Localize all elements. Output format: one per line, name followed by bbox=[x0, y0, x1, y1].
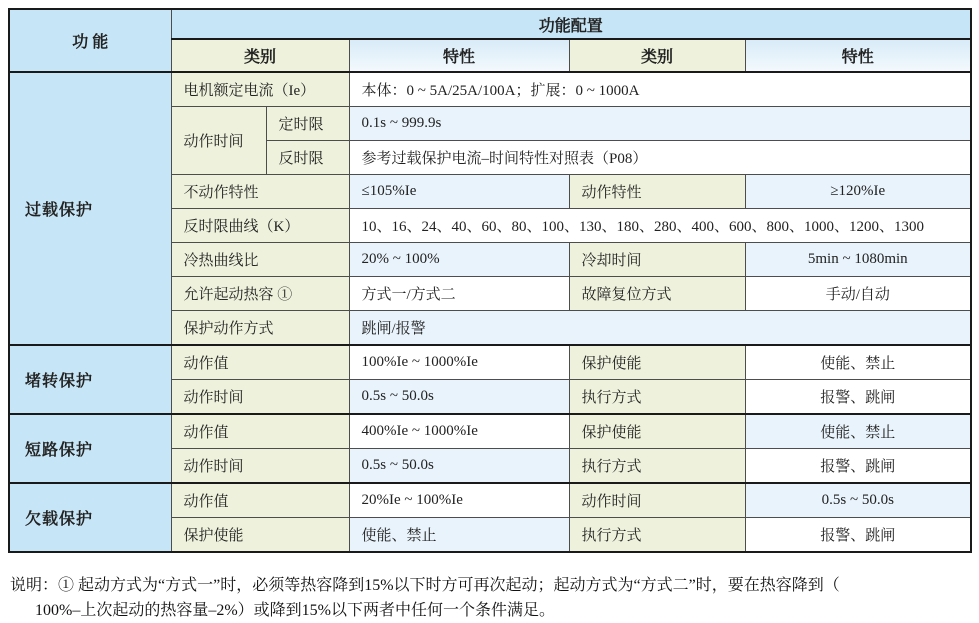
subheader-trait-1: 特性 bbox=[349, 39, 569, 72]
short-circuit-exec-mode-value: 报警、跳闸 bbox=[745, 449, 971, 484]
overload-fault-reset-label: 故障复位方式 bbox=[569, 277, 745, 311]
stall-protect-enable-value: 使能、禁止 bbox=[745, 345, 971, 380]
group-short-circuit-protection: 短路保护 bbox=[9, 414, 171, 483]
stall-action-time-value: 0.5s ~ 50.0s bbox=[349, 380, 569, 415]
stall-action-value-value: 100%Ie ~ 1000%Ie bbox=[349, 345, 569, 380]
group-underload-protection: 欠载保护 bbox=[9, 483, 171, 552]
group-overload-protection: 过载保护 bbox=[9, 72, 171, 345]
underload-exec-mode-label: 执行方式 bbox=[569, 518, 745, 553]
overload-definite-time-label: 定时限 bbox=[266, 107, 349, 141]
overload-definite-time-value: 0.1s ~ 999.9s bbox=[349, 107, 971, 141]
overload-start-heat-value: 方式一/方式二 bbox=[349, 277, 569, 311]
subheader-category-1: 类别 bbox=[171, 39, 349, 72]
overload-hot-cold-ratio-label: 冷热曲线比 bbox=[171, 243, 349, 277]
stall-action-time-label: 动作时间 bbox=[171, 380, 349, 415]
overload-inverse-time-value: 参考过载保护电流–时间特性对照表（P08） bbox=[349, 141, 971, 175]
overload-inverse-curve-label: 反时限曲线（K） bbox=[171, 209, 349, 243]
short-circuit-exec-mode-label: 执行方式 bbox=[569, 449, 745, 484]
overload-inverse-curve-value: 10、16、24、40、60、80、100、130、180、280、400、600、800、1000、1200、1300 bbox=[349, 209, 971, 243]
underload-action-value-value: 20%Ie ~ 100%Ie bbox=[349, 483, 569, 518]
subheader-category-2: 类别 bbox=[569, 39, 745, 72]
overload-action-value: ≥120%Ie bbox=[745, 175, 971, 209]
underload-protect-enable-value: 使能、禁止 bbox=[349, 518, 569, 553]
header-function: 功 能 bbox=[9, 9, 171, 72]
footnote-line-1 bbox=[10, 573, 979, 598]
short-circuit-action-value-label: 动作值 bbox=[171, 414, 349, 449]
underload-protect-enable-label: 保护使能 bbox=[171, 518, 349, 553]
overload-action-time-label: 动作时间 bbox=[171, 107, 266, 175]
overload-rated-current-value: 本体：0 ~ 5A/25A/100A；扩展：0 ~ 1000A bbox=[349, 72, 971, 107]
overload-action-label: 动作特性 bbox=[569, 175, 745, 209]
short-circuit-action-time-value: 0.5s ~ 50.0s bbox=[349, 449, 569, 484]
footnote-prefix: 说明： bbox=[10, 577, 59, 594]
underload-exec-mode-value: 报警、跳闸 bbox=[745, 518, 971, 553]
overload-start-heat-label: 允许起动热容 ① bbox=[171, 277, 349, 311]
short-circuit-action-value-value: 400%Ie ~ 1000%Ie bbox=[349, 414, 569, 449]
subheader-trait-2: 特性 bbox=[745, 39, 971, 72]
overload-hot-cold-ratio-value: 20% ~ 100% bbox=[349, 243, 569, 277]
underload-action-value-label: 动作值 bbox=[171, 483, 349, 518]
overload-protect-action-value: 跳闸/报警 bbox=[349, 311, 971, 346]
overload-fault-reset-value: 手动/自动 bbox=[745, 277, 971, 311]
overload-cooling-time-label: 冷却时间 bbox=[569, 243, 745, 277]
overload-rated-current-label: 电机额定电流（Ie） bbox=[171, 72, 349, 107]
footnote bbox=[10, 573, 979, 623]
stall-exec-mode-value: 报警、跳闸 bbox=[745, 380, 971, 415]
underload-action-time-label: 动作时间 bbox=[569, 483, 745, 518]
header-function-config: 功能配置 bbox=[171, 9, 971, 39]
footnote-line-2: 100%–上次起动的热容量–2%）或降到15%以下两者中任何一个条件满足。 bbox=[35, 602, 555, 619]
underload-action-time-value: 0.5s ~ 50.0s bbox=[745, 483, 971, 518]
overload-no-action-value: ≤105%Ie bbox=[349, 175, 569, 209]
protection-spec-table bbox=[8, 8, 972, 553]
short-circuit-protect-enable-label: 保护使能 bbox=[569, 414, 745, 449]
overload-no-action-label: 不动作特性 bbox=[171, 175, 349, 209]
overload-protect-action-label: 保护动作方式 bbox=[171, 311, 349, 346]
footnote-text-1: ① 起动方式为“方式一”时，必须等热容降到15%以下时方可再次起动；起动方式为“方式二”时，要在热容降到（ bbox=[58, 577, 840, 594]
short-circuit-protect-enable-value: 使能、禁止 bbox=[745, 414, 971, 449]
stall-protect-enable-label: 保护使能 bbox=[569, 345, 745, 380]
overload-cooling-time-value: 5min ~ 1080min bbox=[745, 243, 971, 277]
overload-inverse-time-label: 反时限 bbox=[266, 141, 349, 175]
stall-action-value-label: 动作值 bbox=[171, 345, 349, 380]
short-circuit-action-time-label: 动作时间 bbox=[171, 449, 349, 484]
group-stall-protection: 堵转保护 bbox=[9, 345, 171, 414]
stall-exec-mode-label: 执行方式 bbox=[569, 380, 745, 415]
